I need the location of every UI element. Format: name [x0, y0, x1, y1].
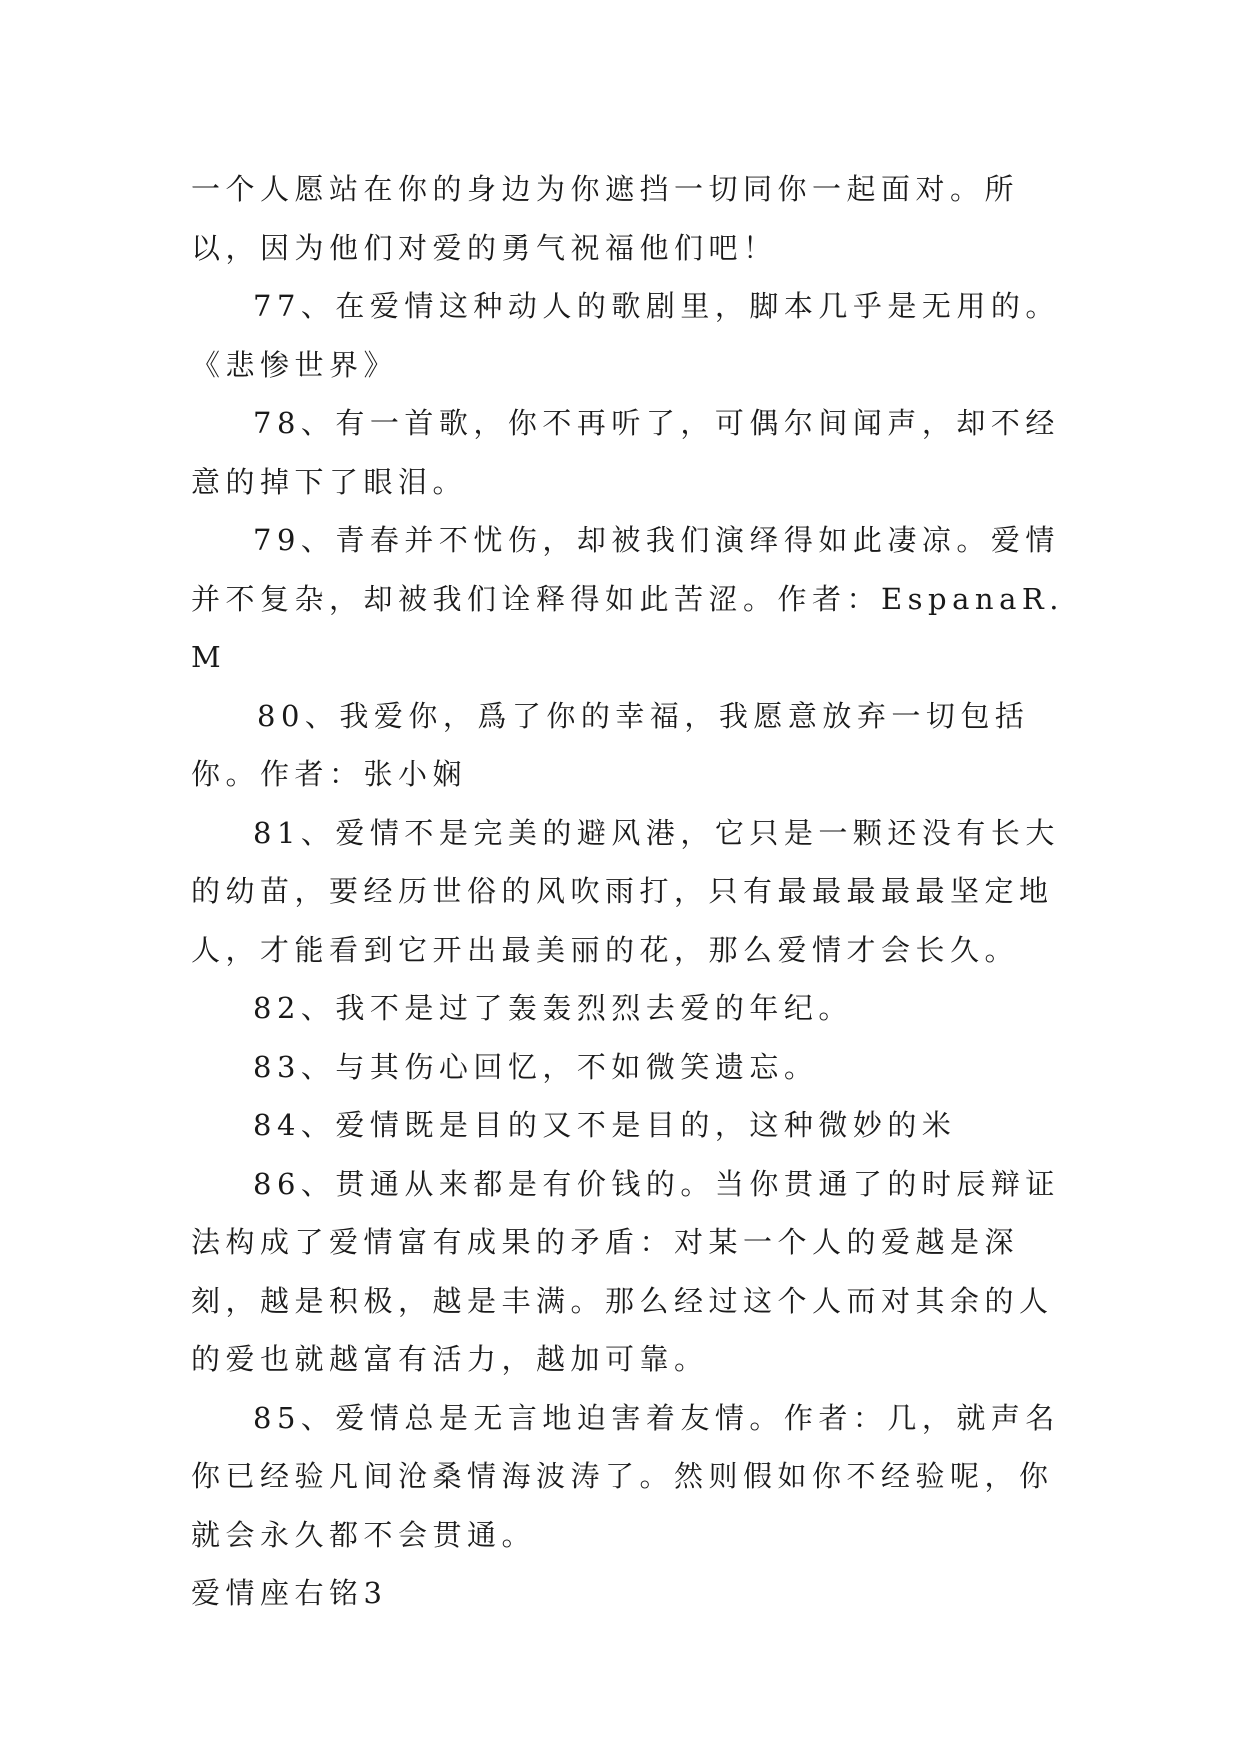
paragraph-79: 79、青春并不忧伤，却被我们演绎得如此凄凉。爱情并不复杂，却被我们诠释得如此苦涩。作者：EspanaR.M	[191, 523, 1064, 674]
paragraph-78: 78、有一首歌，你不再听了，可偶尔间闻声，却不经意的掉下了眼泪。	[191, 406, 1060, 499]
paragraph-85: 85、爱情总是无言地迫害着友情。作者：几，就声名你已经验凡间沧桑情海波涛了。然则假如你不经验呢，你就会永久都不会贯通。	[191, 1400, 1060, 1552]
paragraph-77: 77、在爱情这种动人的歌剧里，脚本几乎是无用的。《悲惨世界》	[191, 289, 1060, 382]
section-heading: 爱情座右铭3	[191, 1576, 388, 1610]
paragraph-continuation: 一个人愿站在你的身边为你遮挡一切同你一起面对。所以，因为他们对爱的勇气祝福他们吧！	[191, 172, 1020, 265]
document-body	[191, 160, 1071, 1623]
paragraph-83: 83、与其伤心回忆，不如微笑遗忘。	[253, 1049, 819, 1084]
paragraph-80: 80、我爱你，爲了你的幸福，我愿意放弃一切包括你。作者：张小娴	[191, 698, 1030, 791]
paragraph-81: 81、爱情不是完美的避风港，它只是一颗还没有长大的幼苗，要经历世俗的风吹雨打，只有最最最最最坚定地人，才能看到它开出最美丽的花，那么爱情才会长久。	[191, 815, 1060, 967]
paragraph-82: 82、我不是过了轰轰烈烈去爱的年纪。	[253, 991, 853, 1025]
paragraph-84: 84、爱情既是目的又不是目的，这种微妙的米	[253, 1108, 957, 1142]
paragraph-86: 86、贯通从来都是有价钱的。当你贯通了的时辰辩证法构成了爱情富有成果的矛盾：对某一个人的爱越是深刻，越是积极，越是丰满。那么经过这个人而对其余的人的爱也就越富有活力，越加可靠。	[191, 1166, 1060, 1376]
